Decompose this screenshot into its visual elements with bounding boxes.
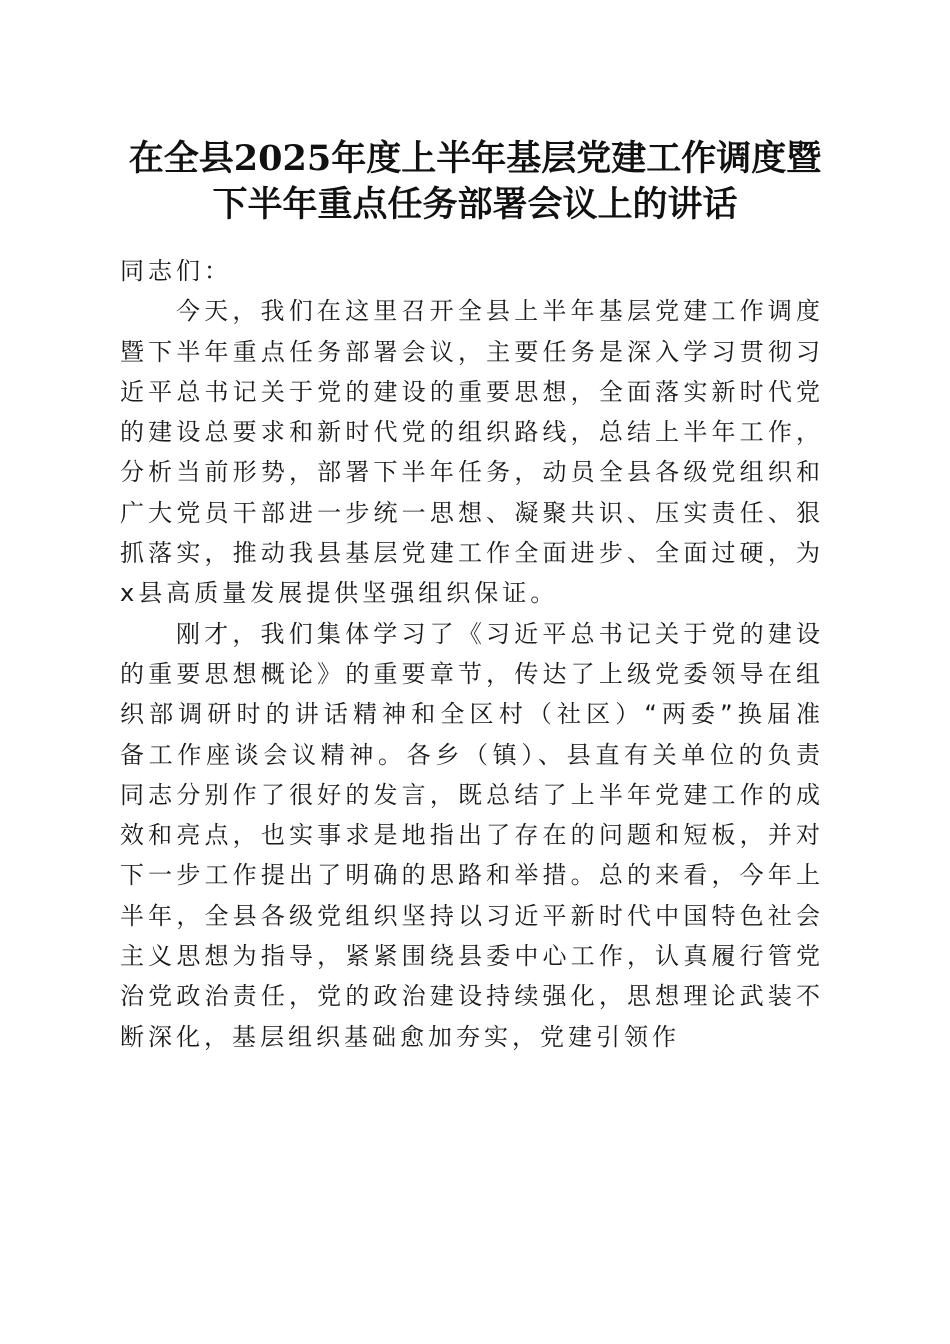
- document-title: [100, 136, 850, 228]
- speech-body: [120, 251, 824, 1057]
- paragraph-2: 刚才，我们集体学习了《习近平总书记关于党的建设的重要思想概论》的重要章节，传达了上级党委领导在组织部调研时的讲话精神和全区村（社区）“两委”换届准备工作座谈会议精神。各乡（镇）、县直有关单位的负责同志分别作了很好的发言，既总结了上半年党建工作的成效和亮点，也实事求是地指出了存在的问题和短板，并对下一步工作提出了明确的思路和举措。总的来看，今年上半年，全县各级党组织坚持以习近平新时代中国特色社会主义思想为指导，紧紧围绕县委中心工作，认真履行管党治党政治责任，党的政治建设持续强化，思想理论武装不断深化，基层组织基础愈加夯实，党建引领作: [120, 619, 824, 1051]
- title-line-2: 下半年重点任务部署会议上的讲话: [212, 184, 738, 225]
- title-line-1: 在全县2025年度上半年基层党建工作调度暨: [128, 138, 822, 179]
- salutation: 同志们：: [120, 257, 232, 285]
- paragraph-1: 今天，我们在这里召开全县上半年基层党建工作调度暨下半年重点任务部署会议，主要任务是深入学习贯彻习近平总书记关于党的建设的重要思想，全面落实新时代党的建设总要求和新时代党的组织路线，总结上半年工作，分析当前形势，部署下半年任务，动员全县各级党组织和广大党员干部进一步统一思想、凝聚共识、压实责任、狠抓落实，推动我县基层党建工作全面进步、全面过硬，为x县高质量发展提供坚强组织保证。: [120, 297, 824, 608]
